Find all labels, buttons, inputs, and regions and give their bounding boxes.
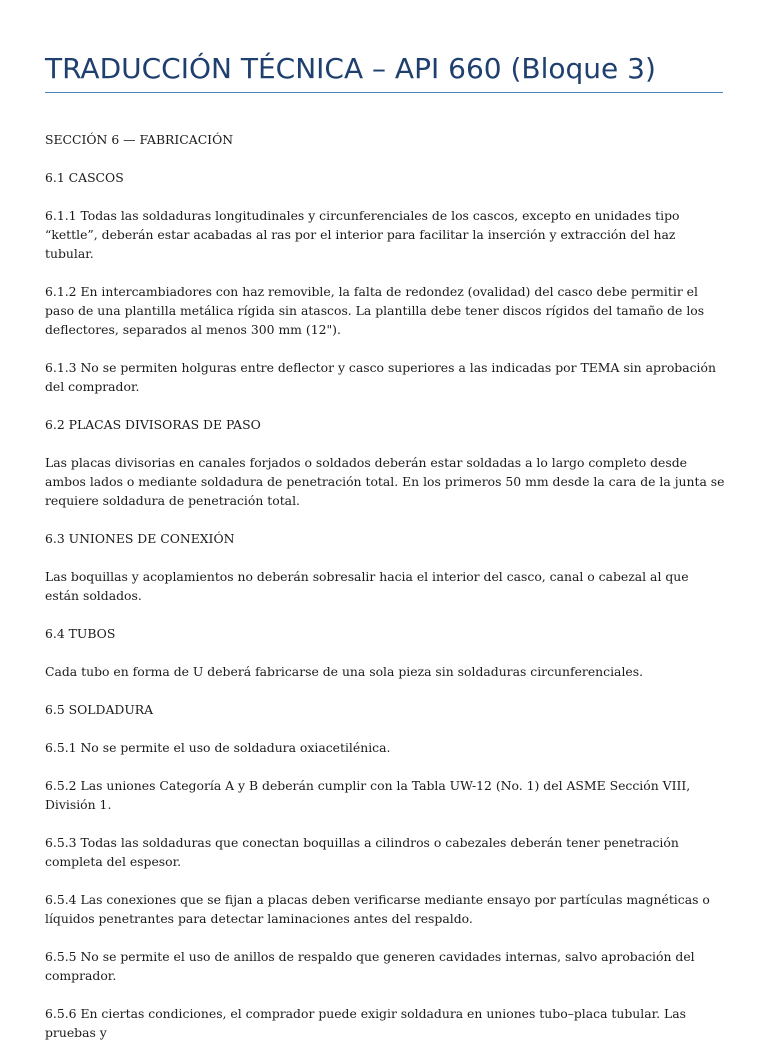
paragraph: Las boquillas y acoplamientos no deberán sobresalir hacia el interior del casco, canal o cabezal al que están soldados. xyxy=(45,569,689,603)
paragraph: 6.5.6 En ciertas condiciones, el comprador puede exigir soldadura en uniones tubo–placa tubular. Las pruebas y xyxy=(45,1006,687,1040)
subsection-heading: 6.5 SOLDADURA xyxy=(45,702,154,717)
subsection-heading: 6.2 PLACAS DIVISORAS DE PASO xyxy=(45,417,261,432)
paragraph: 6.5.4 Las conexiones que se fijan a placas deben verificarse mediante ensayo por partículas magnéticas o líquidos penetrantes para detectar laminaciones antes del respaldo. xyxy=(45,892,710,926)
paragraph: 6.5.2 Las uniones Categoría A y B deberán cumplir con la Tabla UW-12 (No. 1) del ASME Sección VIII, División 1. xyxy=(45,778,691,812)
paragraph: 6.5.5 No se permite el uso de anillos de respaldo que generen cavidades internas, salvo aprobación del comprador. xyxy=(45,949,695,983)
paragraph: Las placas divisorias en canales forjados o soldados deberán estar soldadas a lo largo completo desde ambos lados o mediante soldadura de penetración total. En los primeros 50 mm desde la cara de la junta se requiere soldadura de penetración total. xyxy=(45,455,725,508)
subsection-heading: 6.1 CASCOS xyxy=(45,170,124,185)
subsection-heading: 6.3 UNIONES DE CONEXIÓN xyxy=(45,531,235,546)
document-body xyxy=(45,130,725,1061)
paragraph: 6.1.1 Todas las soldaduras longitudinales y circunferenciales de los cascos, excepto en unidades tipo “kettle”, deberán estar acabadas al ras por el interior para facilitar la inserción y extracción del haz tubular. xyxy=(45,208,680,261)
paragraph: 6.1.3 No se permiten holguras entre deflector y casco superiores a las indicadas por TEMA sin aprobación del comprador. xyxy=(45,360,716,394)
title-divider xyxy=(45,92,723,93)
paragraph: 6.1.2 En intercambiadores con haz removible, la falta de redondez (ovalidad) del casco debe permitir el paso de una plantilla metálica rígida sin atascos. La plantilla debe tener discos rígidos del tamaño de los deflectores, separados al menos 300 mm (12"). xyxy=(45,284,705,337)
paragraph: Cada tubo en forma de U deberá fabricarse de una sola pieza sin soldaduras circunferenciales. xyxy=(45,664,644,679)
subsection-heading: 6.4 TUBOS xyxy=(45,626,116,641)
paragraph: 6.5.3 Todas las soldaduras que conectan boquillas a cilindros o cabezales deberán tener penetración completa del espesor. xyxy=(45,835,679,869)
section-heading: SECCIÓN 6 — FABRICACIÓN xyxy=(45,132,234,147)
page-title: TRADUCCIÓN TÉCNICA – API 660 (Bloque 3) xyxy=(45,52,656,85)
paragraph: 6.5.1 No se permite el uso de soldadura oxiacetilénica. xyxy=(45,740,391,755)
